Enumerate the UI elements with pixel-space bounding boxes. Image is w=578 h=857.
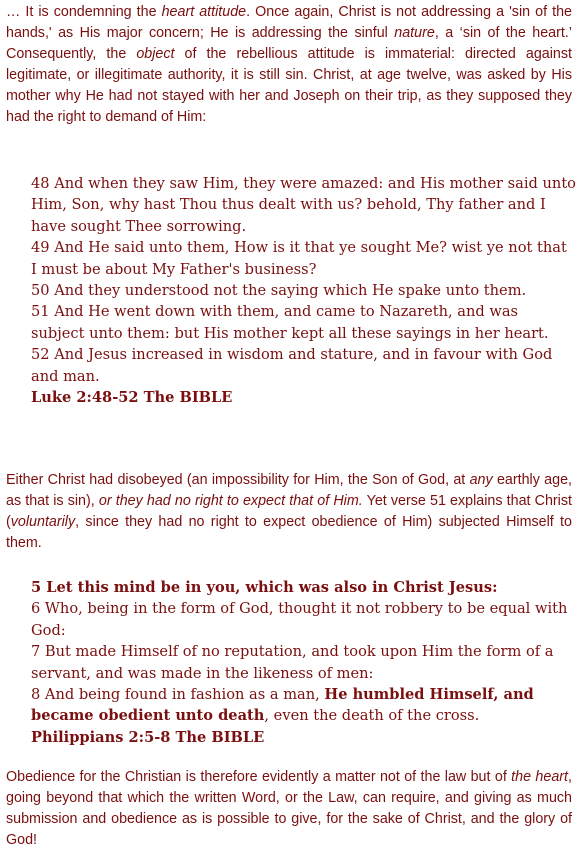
emphasis-no-right: or they had no right to expect that of Him. (98, 493, 363, 509)
emphasis-voluntarily: voluntarily (10, 514, 76, 530)
text-run: Either Christ had disobeyed (an impossibility for Him, the Son of God, at (6, 472, 470, 488)
verse-7: 7 But made Himself of no reputation, and took upon Him the form of a servant, and was made in the likeness of men: (31, 643, 554, 682)
scripture-quote-luke (31, 173, 576, 408)
text-run: , a ‘sin of the heart.’ Consequently, the (6, 25, 572, 62)
text-run: Obedience for the Christian is therefore evidently a matter not of the law but of (6, 769, 512, 785)
emphasis-heart-attitude: heart attitude (161, 4, 247, 20)
text-run: , even the death of the cross. (264, 707, 480, 725)
text-run: … It is condemning the (6, 4, 162, 20)
verse-5: 5 Let this mind be in you, which was also in Christ Jesus: (31, 579, 498, 596)
emphasis-humbled: He humbled Himself, and became obedient unto death (31, 686, 534, 725)
verse-51: 51 And He went down with them, and came to Nazareth, and was subject unto them: but His mother kept all these sayings in her heart. (31, 303, 549, 342)
verse-52: 52 And Jesus increased in wisdom and stature, and in favour with God and man. (31, 346, 553, 385)
text-run: earthly age, as that is sin), (6, 472, 572, 509)
scripture-reference-luke: Luke 2:48-52 The BIBLE (31, 389, 233, 407)
verse-6: 6 Who, being in the form of God, thought it not robbery to be equal with God: (31, 600, 568, 639)
emphasis-the-heart: the heart (511, 769, 569, 785)
verse-8 (31, 684, 576, 727)
emphasis-nature: nature (394, 25, 435, 41)
text-run: 8 And being found in fashion as a man, (31, 686, 325, 704)
text-run: , since they had no right to expect obedience of Him) subjected Himself to them. (6, 514, 572, 551)
paragraph-intro (6, 2, 572, 128)
paragraph-conclusion (6, 767, 572, 851)
text-run: , going beyond that which the written Word, or the Law, can require, and giving as much submission and obedience as is possible to give, for the sake of Christ, and the glory of God! (6, 769, 572, 848)
verse-48: 48 And when they saw Him, they were amazed: and His mother said unto Him, Son, why hast Thou thus dealt with us? behold, Thy father and I have sought Thee sorrowing. (31, 175, 576, 235)
paragraph-explanation (6, 470, 572, 554)
scripture-reference-philippians: Philippians 2:5-8 The BIBLE (31, 728, 265, 746)
emphasis-object: object (136, 46, 175, 62)
emphasis-any: any (469, 472, 493, 488)
text-run: of the rebellious attitude is immaterial: directed against legitimate, or illegitimate authority, it is still sin. Christ, at age twelve, was asked by His mother why He had not stayed with her and Joseph on their trip, as they supposed they had the right to demand of Him: (6, 46, 572, 125)
text-run: Yet verse 51 explains that Christ ( (6, 493, 572, 530)
text-run: . Once again, Christ is not addressing a 'sin of the hands,' as His major concern; He is addressing the sinful (6, 4, 572, 41)
scripture-quote-philippians (31, 577, 576, 748)
verse-50: 50 And they understood not the saying which He spake unto them. (31, 282, 527, 300)
verse-49: 49 And He said unto them, How is it that ye sought Me? wist ye not that I must be about My Father's business? (31, 239, 567, 278)
